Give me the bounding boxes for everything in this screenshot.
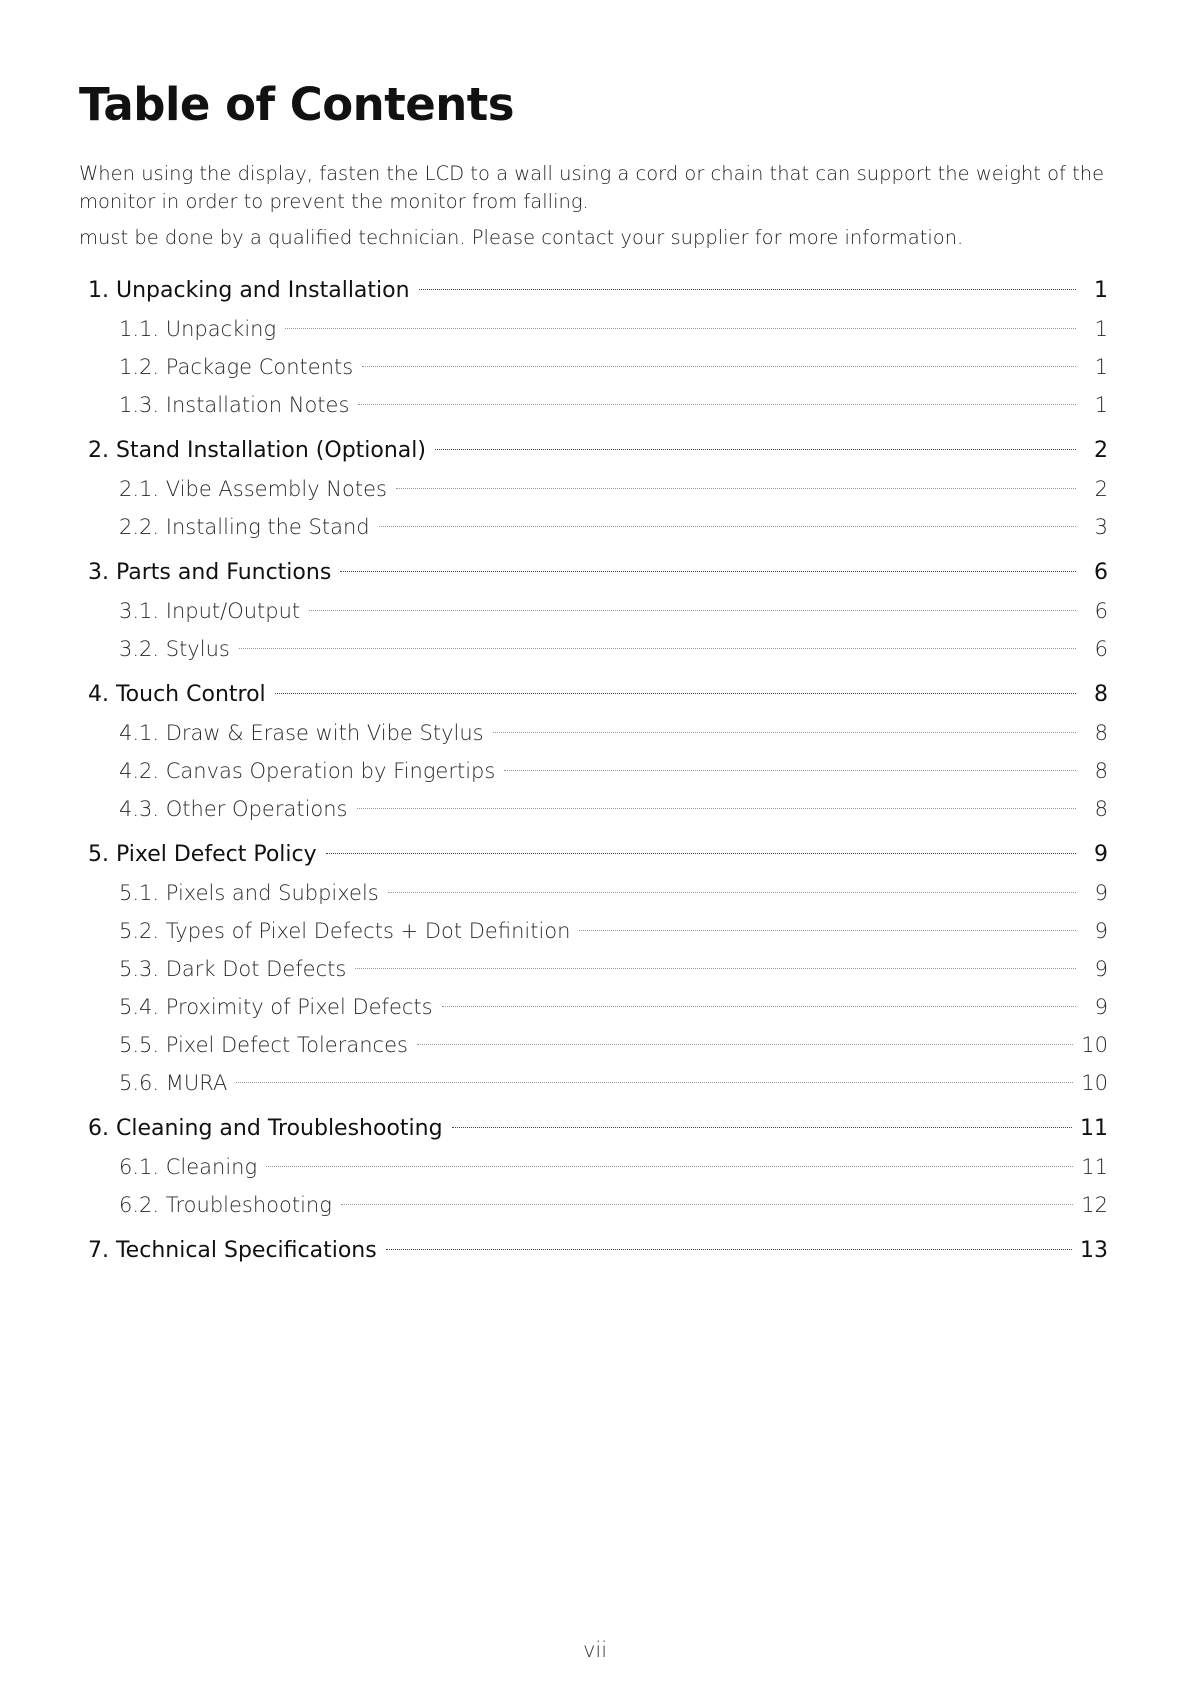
toc-entry-label: 2.2. Installing the Stand (119, 515, 370, 539)
toc-entry-page: 13 (1080, 1238, 1108, 1263)
toc-entry-label: 1. Unpacking and Installation (88, 278, 410, 303)
toc-entry-page: 2 (1094, 477, 1108, 501)
toc-subsection-entry[interactable] (88, 1026, 1108, 1064)
toc-entry-label: 5.1. Pixels and Subpixels (119, 881, 379, 905)
toc-dot-leader (236, 1082, 1073, 1083)
toc-dot-leader (579, 930, 1076, 931)
toc-entry-label: 1.2. Package Contents (119, 355, 354, 379)
toc-subsection-entry[interactable] (88, 1064, 1108, 1102)
toc-section-entry[interactable] (88, 432, 1108, 470)
toc-entry-page: 11 (1081, 1155, 1108, 1179)
toc-entry-label: 5. Pixel Defect Policy (88, 842, 317, 867)
toc-section-entry[interactable] (88, 1232, 1108, 1270)
page-title: Table of Contents (79, 78, 515, 131)
intro-paragraph: When using the display, fasten the LCD to a wall using a cord or chain that can support the weight of the monitor in order to prevent the monitor from falling. (79, 162, 1105, 213)
toc-entry-page: 9 (1094, 842, 1108, 867)
toc-subsection-entry[interactable] (88, 630, 1108, 668)
toc-dot-leader (419, 289, 1076, 290)
toc-section-entry[interactable] (88, 676, 1108, 714)
toc-subsection-entry[interactable] (88, 714, 1108, 752)
toc-dot-leader (341, 1204, 1073, 1205)
toc-subsection-entry[interactable] (88, 1148, 1108, 1186)
toc-subsection-entry[interactable] (88, 790, 1108, 828)
toc-entry-label: 5.5. Pixel Defect Tolerances (119, 1033, 408, 1057)
toc-entry-page: 2 (1094, 438, 1108, 463)
toc-subsection-entry[interactable] (88, 508, 1108, 546)
toc-subsection-entry[interactable] (88, 950, 1108, 988)
toc-dot-leader (326, 853, 1076, 854)
toc-section-entry[interactable] (88, 272, 1108, 310)
toc-dot-leader (309, 610, 1076, 611)
toc-entry-label: 6.1. Cleaning (119, 1155, 258, 1179)
toc-section-entry[interactable] (88, 1110, 1108, 1148)
toc-entry-page: 10 (1081, 1071, 1108, 1095)
toc-entry-page: 9 (1094, 881, 1108, 905)
toc-entry-page: 10 (1081, 1033, 1108, 1057)
toc-entry-page: 3 (1094, 515, 1108, 539)
toc-dot-leader (275, 693, 1076, 694)
intro-text (79, 160, 1119, 260)
toc-dot-leader (396, 488, 1076, 489)
toc-dot-leader (362, 366, 1076, 367)
toc-entry-label: 5.4. Proximity of Pixel Defects (119, 995, 433, 1019)
toc-entry-label: 7. Technical Specifications (88, 1238, 377, 1263)
intro-paragraph: must be done by a qualified technician. Please contact your supplier for more information. (79, 226, 964, 249)
toc-entry-page: 11 (1080, 1116, 1108, 1141)
toc-dot-leader (435, 449, 1076, 450)
toc-entry-label: 2.1. Vibe Assembly Notes (119, 477, 387, 501)
toc-dot-leader (285, 328, 1076, 329)
toc-subsection-entry[interactable] (88, 348, 1108, 386)
toc-subsection-entry[interactable] (88, 874, 1108, 912)
toc-dot-leader (266, 1166, 1073, 1167)
toc-entry-page: 8 (1094, 682, 1108, 707)
toc-subsection-entry[interactable] (88, 752, 1108, 790)
toc-dot-leader (493, 732, 1076, 733)
toc-entry-page: 12 (1081, 1193, 1108, 1217)
toc-entry-label: 4.3. Other Operations (119, 797, 348, 821)
toc-dot-leader (340, 571, 1076, 572)
toc-subsection-entry[interactable] (88, 988, 1108, 1026)
toc-dot-leader (355, 968, 1076, 969)
toc-entry-label: 5.6. MURA (119, 1071, 228, 1095)
toc-dot-leader (417, 1044, 1073, 1045)
toc-entry-page: 8 (1094, 797, 1108, 821)
toc-entry-page: 6 (1094, 560, 1108, 585)
toc-dot-leader (357, 808, 1077, 809)
toc-entry-page: 9 (1094, 919, 1108, 943)
toc-entry-label: 2. Stand Installation (Optional) (88, 438, 426, 463)
toc-dot-leader (386, 1249, 1072, 1250)
toc-entry-page: 9 (1094, 995, 1108, 1019)
toc-entry-page: 1 (1094, 355, 1108, 379)
toc-entry-label: 3.1. Input/Output (119, 599, 301, 623)
toc-subsection-entry[interactable] (88, 912, 1108, 950)
toc-section-entry[interactable] (88, 836, 1108, 874)
toc-entry-page: 1 (1094, 317, 1108, 341)
toc-entry-page: 6 (1094, 637, 1108, 661)
toc-entry-label: 5.2. Types of Pixel Defects + Dot Definition (119, 919, 571, 943)
toc-dot-leader (358, 404, 1076, 405)
toc-entry-page: 9 (1094, 957, 1108, 981)
toc-subsection-entry[interactable] (88, 1186, 1108, 1224)
toc-entry-page: 8 (1094, 721, 1108, 745)
toc-subsection-entry[interactable] (88, 592, 1108, 630)
table-of-contents (88, 272, 1108, 1270)
toc-entry-label: 4. Touch Control (88, 682, 266, 707)
toc-entry-page: 1 (1094, 278, 1108, 303)
toc-entry-label: 1.3. Installation Notes (119, 393, 350, 417)
toc-entry-label: 4.2. Canvas Operation by Fingertips (119, 759, 496, 783)
toc-entry-page: 8 (1094, 759, 1108, 783)
toc-entry-page: 6 (1094, 599, 1108, 623)
toc-subsection-entry[interactable] (88, 386, 1108, 424)
toc-section-entry[interactable] (88, 554, 1108, 592)
toc-entry-label: 4.1. Draw & Erase with Vibe Stylus (119, 721, 484, 745)
toc-entry-label: 6. Cleaning and Troubleshooting (88, 1116, 443, 1141)
toc-dot-leader (379, 526, 1076, 527)
toc-subsection-entry[interactable] (88, 310, 1108, 348)
page-number: vii (582, 1638, 608, 1662)
toc-dot-leader (442, 1006, 1076, 1007)
toc-dot-leader (452, 1127, 1072, 1128)
toc-entry-label: 3. Parts and Functions (88, 560, 332, 585)
toc-entry-label: 1.1. Unpacking (119, 317, 277, 341)
toc-entry-label: 6.2. Troubleshooting (119, 1193, 332, 1217)
toc-dot-leader (504, 770, 1076, 771)
toc-subsection-entry[interactable] (88, 470, 1108, 508)
toc-entry-page: 1 (1094, 393, 1108, 417)
toc-dot-leader (388, 892, 1076, 893)
toc-dot-leader (239, 648, 1076, 649)
toc-entry-label: 3.2. Stylus (119, 637, 230, 661)
toc-entry-label: 5.3. Dark Dot Defects (119, 957, 347, 981)
